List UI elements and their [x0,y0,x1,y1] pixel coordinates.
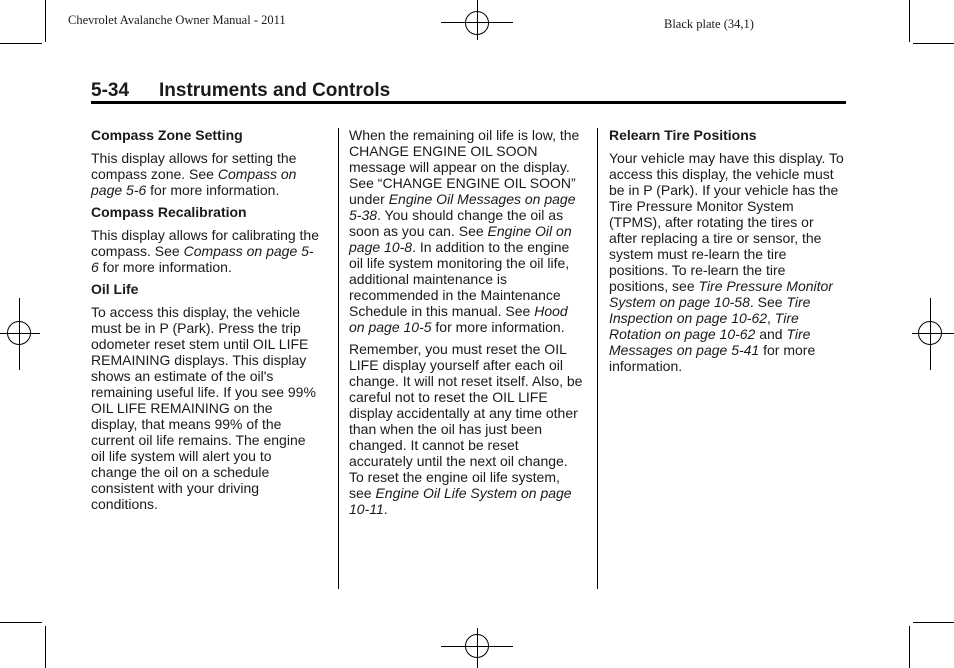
cross-reference: Engine Oil Messages on page 5-38 [349,191,576,223]
page-number: 5-34 [91,80,130,101]
paragraph [609,150,845,374]
column-1 [91,127,321,518]
text: . In addition to the engine oil life system monitoring the oil life, additional maintenance is recommended in the Maintenance Schedule in this manual. See [349,239,570,319]
text: Your vehicle may have this display. To access this display, the vehicle must be in P (Park). If your vehicle has the Tire Pressure Monitor System (TPMS), after rotating the tires or after replacing a tire or sensor, the system must re-learn the tire positions. To re-learn the tire positions, see [609,150,844,294]
text: This display allows for setting the compass zone. See [91,150,297,182]
column-divider [597,128,598,589]
column-3 [609,127,845,380]
paragraph [91,227,321,275]
crop-mark [0,43,42,44]
cross-reference: Engine Oil Life System on page 10-11 [349,485,572,517]
crop-mark [913,622,954,623]
cross-reference: Tire Rotation on page 10-62 [609,310,799,342]
paragraph: To access this display, the vehicle must be in P (Park). Press the trip odometer reset stem until OIL LIFE REMAINING displays. This display shows an estimate of the oil's remaining useful life. If you see 99% OIL LIFE REMAINING on the display, that means 99% of the current oil life remains. The engine oil life system will alert you to change the oil on a schedule consistent with your driving conditions. [91,304,316,512]
text: This display allows for calibrating the compass. See [91,227,319,259]
text: . See [749,294,787,310]
crop-mark [909,626,910,668]
text: Remember, you must reset the OIL LIFE display yourself after each oil change. It will not reset itself. Also, be careful not to reset the OIL LIFE display accidentally at any time other than when the oil has just been changed. It cannot be reset accurately until the next oil change. To reset the engine oil life system, see [349,341,583,501]
paragraph [91,150,321,198]
heading-rule [91,101,846,104]
text: for more information. [146,182,280,198]
paragraph [349,127,585,335]
paragraph [349,341,585,517]
column-divider [338,128,339,589]
crop-mark [45,626,46,668]
cross-reference: Tire Messages on page 5-41 [609,326,811,358]
column-2 [349,127,585,523]
cross-reference: Compass on page 5-6 [91,243,314,275]
crop-mark [909,0,910,42]
cross-reference: Tire Pressure Monitor System on page 10-58 [609,278,833,310]
heading-relearn-tire-positions: Relearn Tire Positions [609,127,757,143]
heading-compass-recalibration: Compass Recalibration [91,204,247,220]
text: When the remaining oil life is low, the CHANGE ENGINE OIL SOON message will appear on the display. See “CHANGE ENGINE OIL SOON” under [349,127,580,207]
text: and [755,326,787,342]
heading-oil-life: Oil Life [91,281,139,297]
manual-title: Chevrolet Avalanche Owner Manual - 2011 [68,13,286,27]
cross-reference: Compass on page 5-6 [91,166,297,198]
cross-reference: Engine Oil on page 10-8 [349,223,572,255]
text: , [767,310,775,326]
text: . [383,501,388,517]
plate-label: Black plate (34,1) [664,17,754,31]
cross-reference: Hood on page 10-5 [349,303,568,335]
text: for more information. [98,259,232,275]
section-title: Instruments and Controls [159,80,391,101]
heading-compass-zone-setting: Compass Zone Setting [91,127,243,143]
crop-mark [913,43,954,44]
crop-mark [45,0,46,42]
crop-mark [0,622,42,623]
text: for more information. [609,342,816,374]
text: for more information. [431,319,565,335]
section-heading [91,80,390,102]
cross-reference: Tire Inspection on page 10-62 [609,294,811,326]
text: . You should change the oil as soon as you can. See [349,207,564,239]
